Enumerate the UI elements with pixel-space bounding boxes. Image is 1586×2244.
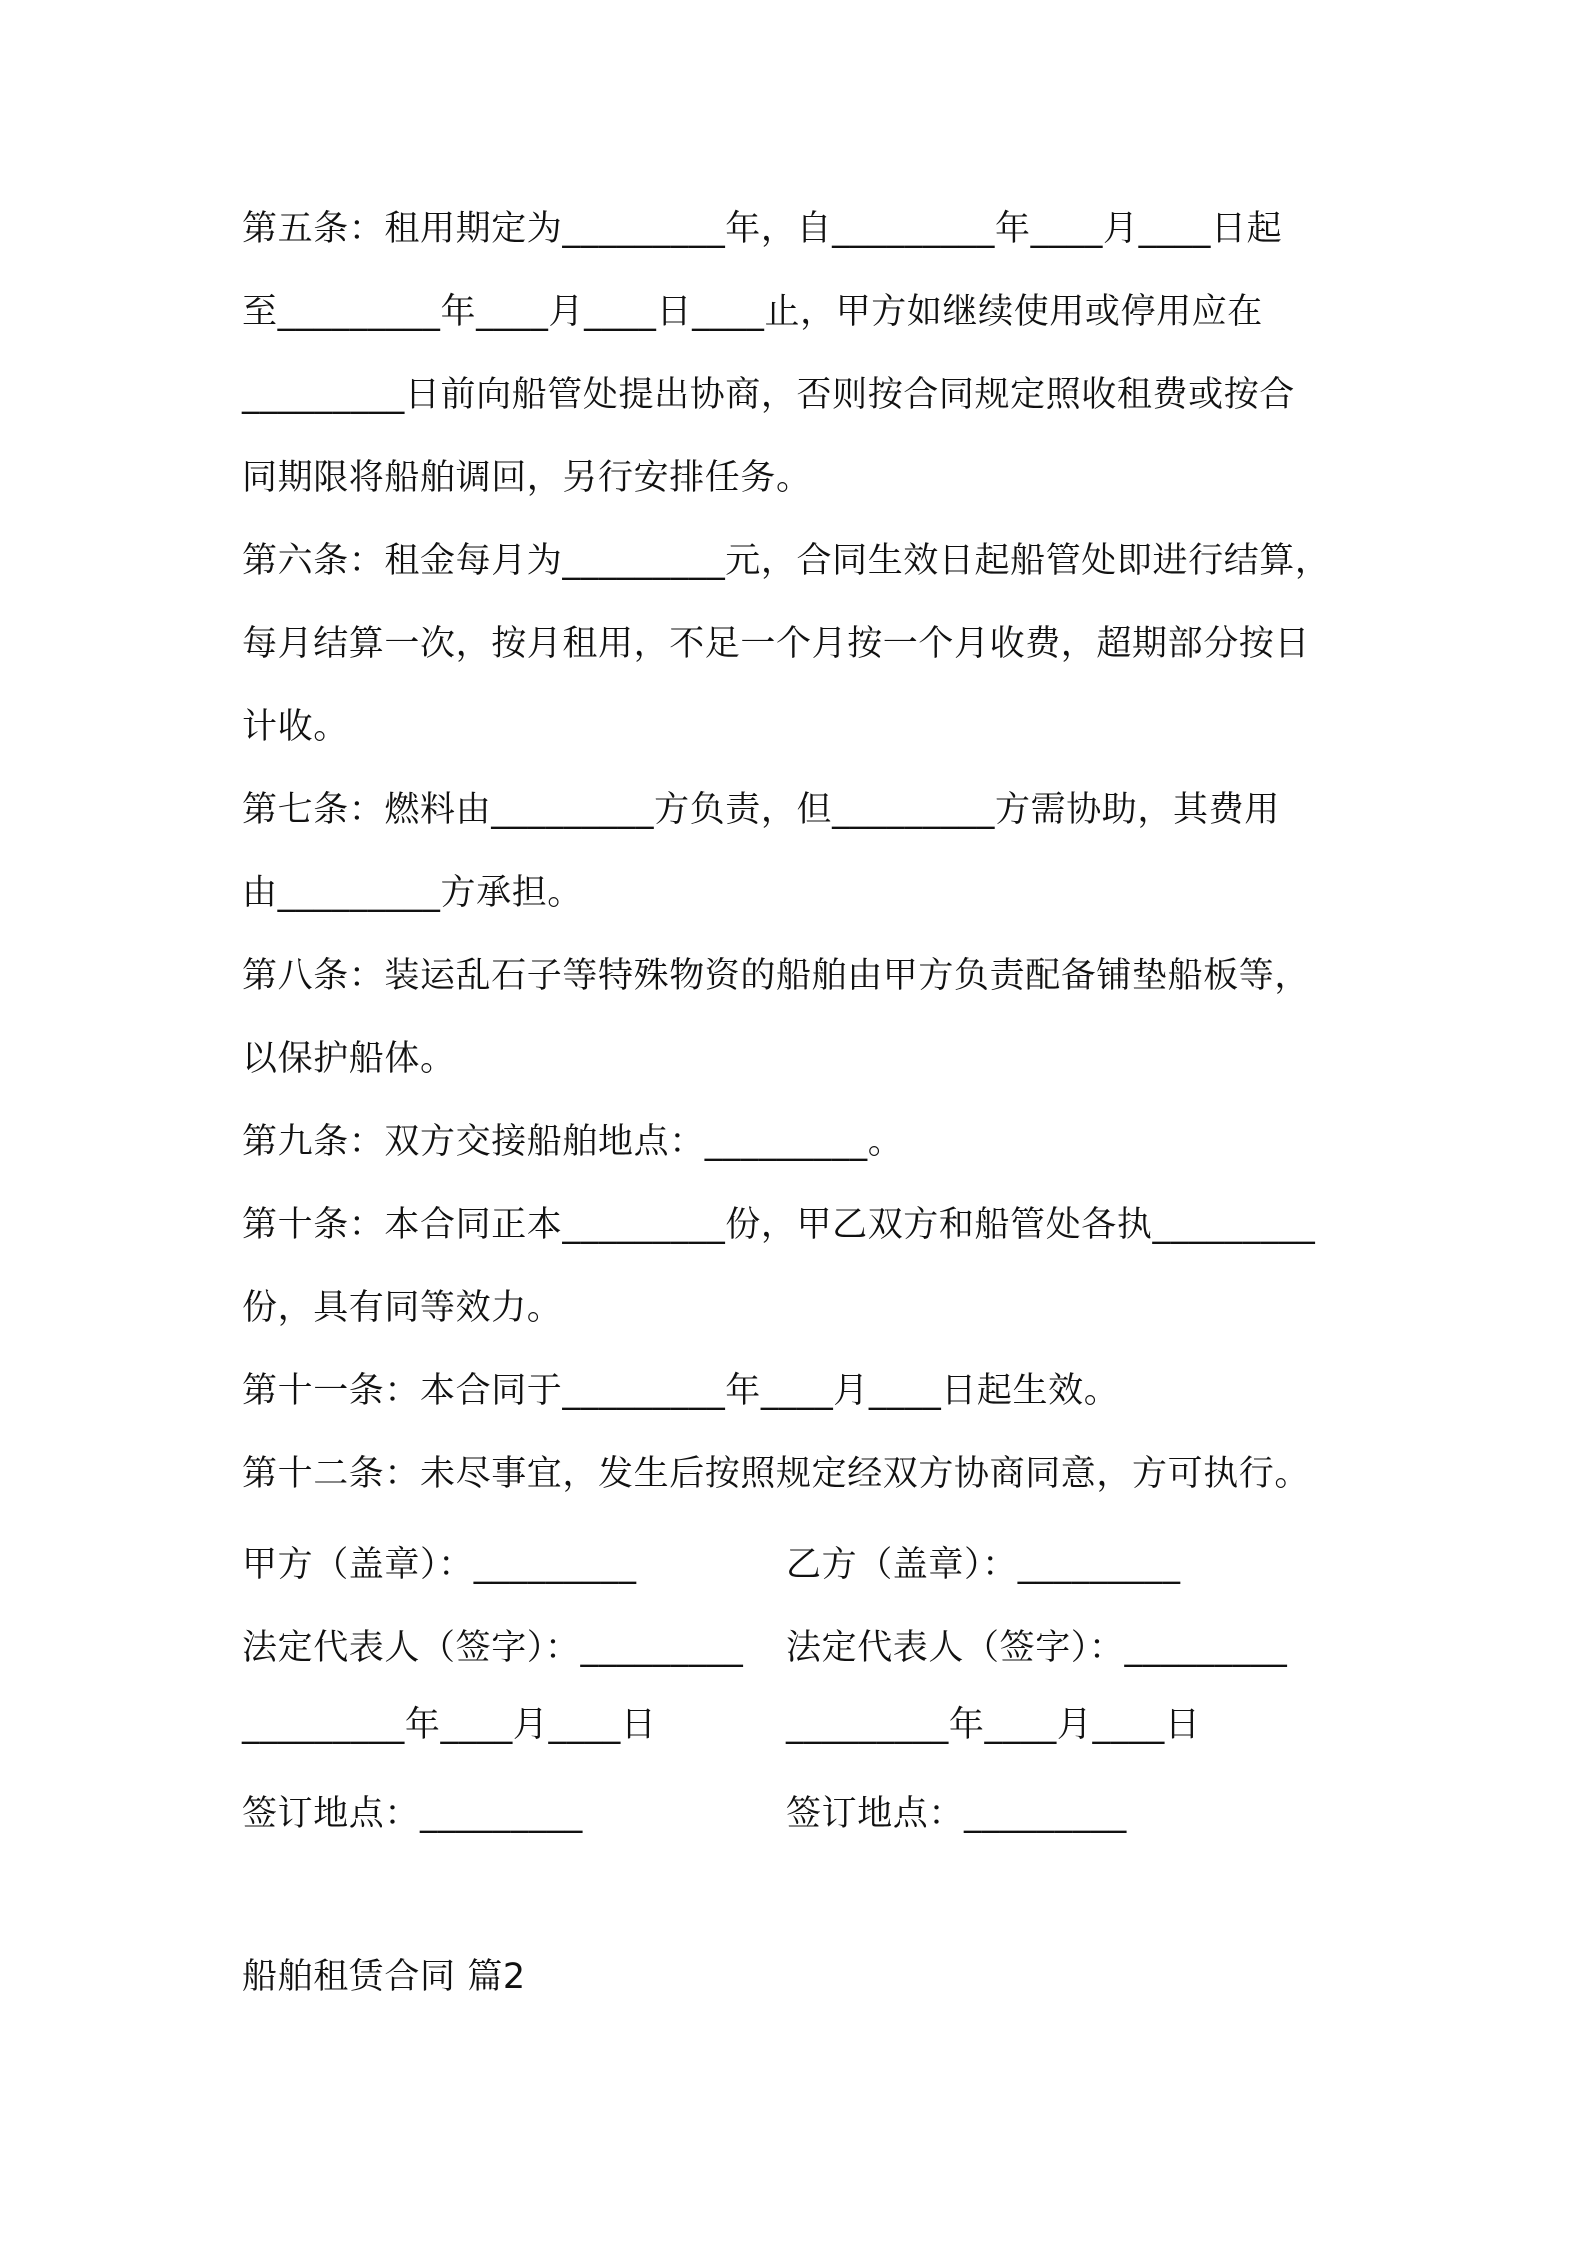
clause-8-line-1: 第八条：装运乱石子等特殊物资的船舶由甲方负责配备铺垫船板等， [242,956,1311,996]
clause-12-line-1: 第十二条：未尽事宜，发生后按照规定经双方协商同意，方可执行。 [242,1454,1311,1494]
clause-5-line-4: 同期限将船舶调回，另行安排任务。 [242,458,812,498]
clause-10-line-1: 第十条：本合同正本_________份，甲乙双方和船管处各执_________ [242,1205,1316,1245]
party-b-seal: 乙方（盖章）：_________ [786,1545,1181,1585]
clause-5-line-1: 第五条：租用期定为_________年，自_________年____月____日起 [242,209,1283,249]
next-section-title: 船舶租赁合同 篇2 [242,1957,526,1997]
party-a-representative: 法定代表人（签字）：_________ [242,1628,744,1668]
clause-6-line-3: 计收。 [242,707,349,747]
party-a-seal: 甲方（盖章）：_________ [242,1545,637,1585]
clause-5-line-3: _________日前向船管处提出协商，否则按合同规定照收租费或按合 [242,375,1295,415]
clause-11-line-1: 第十一条：本合同于_________年____月____日起生效。 [242,1371,1120,1411]
party-b-representative: 法定代表人（签字）：_________ [786,1628,1288,1668]
party-b-place: 签订地点：_________ [786,1794,1127,1834]
party-b-date: _________年____月____日 [786,1705,1201,1745]
party-a-date: _________年____月____日 [242,1705,657,1745]
clause-10-line-2: 份，具有同等效力。 [242,1288,563,1328]
clause-5-line-2: 至_________年____月____日____止，甲方如继续使用或停用应在 [242,292,1263,332]
clause-6-line-2: 每月结算一次，按月租用，不足一个月按一个月收费，超期部分按日 [242,624,1311,664]
clause-7-line-1: 第七条：燃料由_________方负责，但_________方需协助，其费用 [242,790,1280,830]
clause-6-line-1: 第六条：租金每月为_________元，合同生效日起船管处即进行结算， [242,541,1331,581]
clause-8-line-2: 以保护船体。 [242,1039,456,1079]
party-a-place: 签订地点：_________ [242,1794,583,1834]
clause-9-line-1: 第九条：双方交接船舶地点：_________。 [242,1122,904,1162]
clause-7-line-2: 由_________方承担。 [242,873,583,913]
